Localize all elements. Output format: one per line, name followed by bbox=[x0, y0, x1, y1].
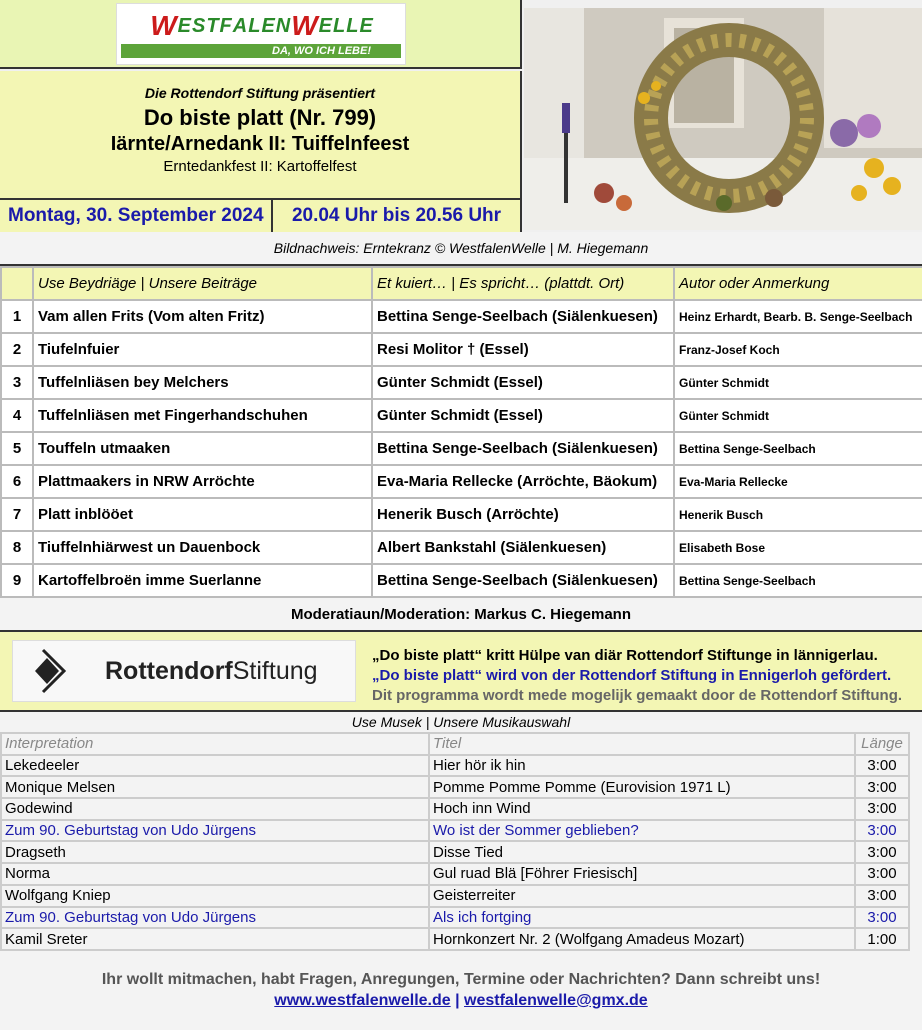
row-title: Tuffelnliäsen bey Melchers bbox=[33, 366, 372, 399]
row-number: 9 bbox=[1, 564, 33, 597]
sponsor-text bbox=[372, 646, 902, 706]
row-speaker: Bettina Senge-Seelbach (Siälenkuesen) bbox=[372, 432, 674, 465]
table-row-highlighted bbox=[1, 820, 909, 842]
music-length: 3:00 bbox=[855, 885, 909, 907]
row-title: Tiuffelnhiärwest un Dauenbock bbox=[33, 531, 372, 564]
logo-wordmark: W E S T F A L E N W E L L E bbox=[150, 10, 374, 41]
row-author: Heinz Erhardt, Bearb. B. Senge-Seelbach bbox=[674, 300, 922, 333]
table-row bbox=[1, 399, 922, 432]
row-speaker: Bettina Senge-Seelbach (Siälenkuesen) bbox=[372, 564, 674, 597]
music-length: 3:00 bbox=[855, 755, 909, 777]
table-row bbox=[1, 498, 922, 531]
row-speaker: Resi Molitor † (Essel) bbox=[372, 333, 674, 366]
row-title: Platt inblööet bbox=[33, 498, 372, 531]
music-length: 3:00 bbox=[855, 841, 909, 863]
row-author: Henerik Busch bbox=[674, 498, 922, 531]
row-speaker: Günter Schmidt (Essel) bbox=[372, 366, 674, 399]
email-link[interactable]: westfalenwelle@gmx.de bbox=[464, 991, 648, 1009]
row-author: Günter Schmidt bbox=[674, 366, 922, 399]
music-artist: Lekedeeler bbox=[1, 755, 429, 777]
table-row bbox=[1, 300, 922, 333]
table-row bbox=[1, 564, 922, 597]
music-header-artist: Interpretation bbox=[1, 733, 429, 755]
row-number: 8 bbox=[1, 531, 33, 564]
table-row-highlighted bbox=[1, 907, 909, 929]
music-length: 1:00 bbox=[855, 928, 909, 950]
westfalenwelle-logo[interactable] bbox=[116, 3, 406, 65]
harvest-wreath-image bbox=[524, 8, 922, 230]
row-speaker: Henerik Busch (Arröchte) bbox=[372, 498, 674, 531]
broadcast-date: Montag, 30. September 2024 bbox=[0, 198, 273, 232]
program-header-row bbox=[1, 267, 922, 300]
photo-credit: Bildnachweis: Erntekranz © WestfalenWelle | M. Hiegemann bbox=[0, 232, 922, 266]
table-row bbox=[1, 928, 909, 950]
table-row bbox=[1, 776, 909, 798]
broadcast-time: 20.04 Uhr bis 20.56 Uhr bbox=[273, 198, 522, 232]
table-row bbox=[1, 798, 909, 820]
footer-invite: Ihr wollt mitmachen, habt Fragen, Anregungen, Termine oder Nachrichten? Dann schreibt uns! bbox=[101, 970, 821, 988]
rottendorf-wordmark bbox=[105, 657, 318, 686]
row-author: Franz-Josef Koch bbox=[674, 333, 922, 366]
table-row bbox=[1, 465, 922, 498]
row-speaker: Eva-Maria Rellecke (Arröchte, Bäokum) bbox=[372, 465, 674, 498]
logo-word-rottendorf: Rottendorf bbox=[105, 656, 233, 685]
row-author: Elisabeth Bose bbox=[674, 531, 922, 564]
logo-slogan: DA, WO ICH LEBE! bbox=[121, 44, 401, 58]
row-speaker: Bettina Senge-Seelbach (Siälenkuesen) bbox=[372, 300, 674, 333]
row-number: 7 bbox=[1, 498, 33, 531]
music-length: 3:00 bbox=[855, 776, 909, 798]
music-title: Als ich fortging bbox=[429, 907, 855, 929]
presenter-line: Die Rottendorf Stiftung präsentiert bbox=[144, 85, 376, 101]
row-number: 3 bbox=[1, 366, 33, 399]
row-number: 2 bbox=[1, 333, 33, 366]
table-row bbox=[1, 755, 909, 777]
logo-word-stiftung: Stiftung bbox=[232, 656, 318, 685]
music-length: 3:00 bbox=[855, 820, 909, 842]
program-table bbox=[0, 266, 922, 598]
music-artist: Godewind bbox=[1, 798, 429, 820]
sponsor-banner bbox=[0, 632, 922, 712]
table-row bbox=[1, 531, 922, 564]
table-row bbox=[1, 863, 909, 885]
sponsor-line-german: „Do biste platt“ wird von der Rottendorf Stiftung in Ennigerloh gefördert. bbox=[372, 667, 892, 684]
music-table bbox=[0, 732, 910, 951]
row-author: Bettina Senge-Seelbach bbox=[674, 564, 922, 597]
row-number: 6 bbox=[1, 465, 33, 498]
music-title: Hornkonzert Nr. 2 (Wolfgang Amadeus Mozart) bbox=[429, 928, 855, 950]
music-artist: Zum 90. Geburtstag von Udo Jürgens bbox=[1, 907, 429, 929]
program-header-speaker: Et kuiert… | Es spricht… (plattdt. Ort) bbox=[372, 267, 674, 300]
show-title-block bbox=[0, 71, 522, 198]
music-title: Geisterreiter bbox=[429, 885, 855, 907]
link-separator: | bbox=[450, 991, 465, 1009]
row-number: 5 bbox=[1, 432, 33, 465]
row-speaker: Albert Bankstahl (Siälenkuesen) bbox=[372, 531, 674, 564]
website-link[interactable]: www.westfalenwelle.de bbox=[274, 991, 451, 1009]
row-title: Plattmaakers in NRW Arröchte bbox=[33, 465, 372, 498]
rottendorf-diamond-icon bbox=[23, 646, 83, 696]
table-row bbox=[1, 432, 922, 465]
header bbox=[0, 0, 922, 232]
music-length: 3:00 bbox=[855, 798, 909, 820]
music-title: Disse Tied bbox=[429, 841, 855, 863]
music-header-row bbox=[1, 733, 909, 755]
row-title: Kartoffelbroën imme Suerlanne bbox=[33, 564, 372, 597]
show-subtitle: Iärnte/Arnedank II: Tuiffelnfeest bbox=[110, 133, 410, 155]
rottendorf-logo[interactable] bbox=[12, 640, 356, 702]
table-row bbox=[1, 841, 909, 863]
program-header-title: Use Beydriäge | Unsere Beiträge bbox=[33, 267, 372, 300]
row-number: 4 bbox=[1, 399, 33, 432]
music-artist: Zum 90. Geburtstag von Udo Jürgens bbox=[1, 820, 429, 842]
sponsor-line-platt: „Do biste platt“ kritt Hülpe van diär Rottendorf Stiftunge in lännigerlau. bbox=[372, 647, 878, 664]
show-title: Do biste platt (Nr. 799) bbox=[143, 105, 377, 130]
music-length: 3:00 bbox=[855, 863, 909, 885]
row-title: Vam allen Frits (Vom alten Fritz) bbox=[33, 300, 372, 333]
footer-links bbox=[0, 992, 922, 1010]
header-left bbox=[0, 0, 522, 232]
row-title: Touffeln utmaaken bbox=[33, 432, 372, 465]
row-title: Tuffelnliäsen met Fingerhandschuhen bbox=[33, 399, 372, 432]
music-artist: Wolfgang Kniep bbox=[1, 885, 429, 907]
moderation-credit: Moderatiaun/Moderation: Markus C. Hiegemann bbox=[0, 598, 922, 632]
table-row bbox=[1, 366, 922, 399]
music-title: Gul ruad Blä [Föhrer Friesisch] bbox=[429, 863, 855, 885]
logo-cell bbox=[0, 0, 522, 69]
music-artist: Monique Melsen bbox=[1, 776, 429, 798]
sponsor-line-dutch: Dit programma wordt mede mogelijk gemaakt door de Rottendorf Stiftung. bbox=[372, 687, 903, 704]
music-title: Pomme Pomme Pomme (Eurovision 1971 L) bbox=[429, 776, 855, 798]
table-row bbox=[1, 333, 922, 366]
program-header-num bbox=[1, 267, 33, 300]
music-title: Hier hör ik hin bbox=[429, 755, 855, 777]
row-author: Günter Schmidt bbox=[674, 399, 922, 432]
row-author: Bettina Senge-Seelbach bbox=[674, 432, 922, 465]
music-header-title: Titel bbox=[429, 733, 855, 755]
music-title: Wo ist der Sommer geblieben? bbox=[429, 820, 855, 842]
music-header-length: Länge bbox=[855, 733, 909, 755]
footer bbox=[0, 971, 922, 1010]
show-subtitle-german: Erntedankfest II: Kartoffelfest bbox=[163, 158, 357, 175]
row-author: Eva-Maria Rellecke bbox=[674, 465, 922, 498]
music-title: Hoch inn Wind bbox=[429, 798, 855, 820]
music-artist: Norma bbox=[1, 863, 429, 885]
row-speaker: Günter Schmidt (Essel) bbox=[372, 399, 674, 432]
harvest-wreath-photo bbox=[524, 8, 922, 230]
music-artist: Kamil Sreter bbox=[1, 928, 429, 950]
table-row bbox=[1, 885, 909, 907]
row-title: Tiufelnfuier bbox=[33, 333, 372, 366]
music-length: 3:00 bbox=[855, 907, 909, 929]
music-artist: Dragseth bbox=[1, 841, 429, 863]
program-header-author: Autor oder Anmerkung bbox=[674, 267, 922, 300]
row-number: 1 bbox=[1, 300, 33, 333]
music-heading: Use Musek | Unsere Musikauswahl bbox=[351, 714, 571, 730]
